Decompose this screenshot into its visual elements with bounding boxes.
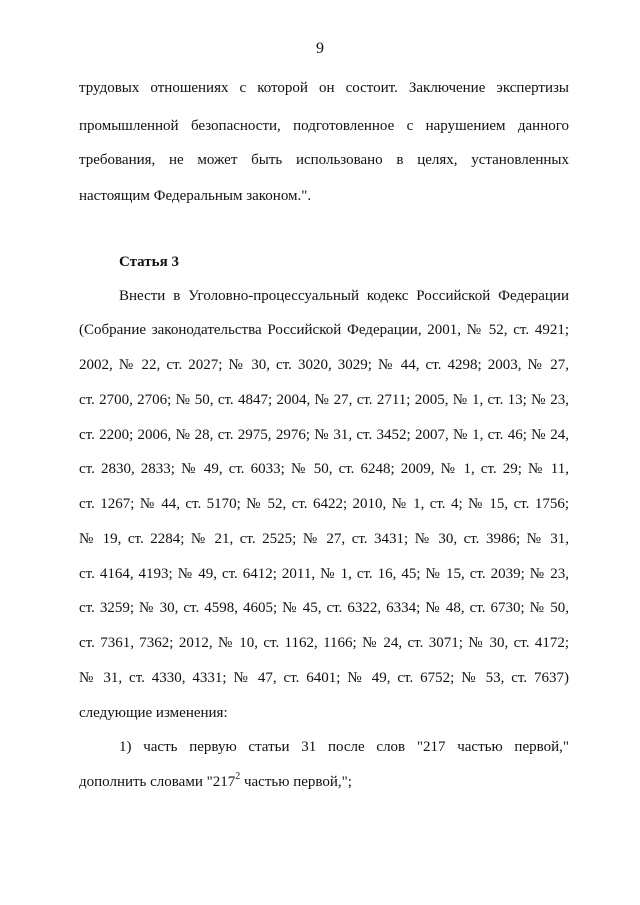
amendment-superscript: 2 — [235, 771, 241, 782]
article-line: № 31, ст. 4330, 4331; № 47, ст. 6401; № 49, ст. 6752; № 53, ст. 7637) — [79, 670, 569, 686]
article-line: ст. 2200; 2006, № 28, ст. 2975, 2976; № 31, ст. 3452; 2007, № 1, ст. 46; № 24, — [79, 427, 569, 443]
article-line: ст. 7361, 7362; 2012, № 10, ст. 1162, 1166; № 24, ст. 3071; № 30, ст. 4172; — [79, 635, 569, 651]
article-line: следующие изменения: — [79, 705, 228, 721]
intro-line: трудовых отношениях с которой он состоит. Заключение экспертизы — [79, 80, 569, 96]
amendment-line-2 — [79, 772, 569, 792]
article-line: ст. 2700, 2706; № 50, ст. 4847; 2004, № 27, ст. 2711; 2005, № 1, ст. 13; № 23, — [79, 392, 569, 408]
page-number: 9 — [316, 40, 324, 57]
article-heading: Статья 3 — [119, 254, 179, 270]
article-line: ст. 2830, 2833; № 49, ст. 6033; № 50, ст. 6248; 2009, № 1, ст. 29; № 11, — [79, 461, 569, 477]
amendment-text-before: дополнить словами "217 — [79, 774, 236, 790]
article-line: ст. 1267; № 44, ст. 5170; № 52, ст. 6422; 2010, № 1, ст. 4; № 15, ст. 1756; — [79, 496, 569, 512]
article-line: 2002, № 22, ст. 2027; № 30, ст. 3020, 3029; № 44, ст. 4298; 2003, № 27, — [79, 357, 569, 373]
article-line: (Собрание законодательства Российской Федерации, 2001, № 52, ст. 4921; — [79, 322, 569, 338]
amendment-text-after: частью первой,"; — [240, 774, 352, 790]
article-line: ст. 4164, 4193; № 49, ст. 6412; 2011, № 1, ст. 16, 45; № 15, ст. 2039; № 23, — [79, 566, 569, 582]
intro-line: настоящим Федеральным законом.". — [79, 188, 312, 204]
intro-line: промышленной безопасности, подготовленное с нарушением данного — [79, 118, 569, 134]
amendment-line: 1) часть первую статьи 31 после слов "217 частью первой," — [119, 739, 569, 755]
article-line: № 19, ст. 2284; № 21, ст. 2525; № 27, ст. 3431; № 30, ст. 3986; № 31, — [79, 531, 569, 547]
article-line: Внести в Уголовно-процессуальный кодекс Российской Федерации — [119, 288, 569, 304]
article-line: ст. 3259; № 30, ст. 4598, 4605; № 45, ст. 6322, 6334; № 48, ст. 6730; № 50, — [79, 600, 569, 616]
intro-line: требования, не может быть использовано в целях, установленных — [79, 152, 569, 168]
